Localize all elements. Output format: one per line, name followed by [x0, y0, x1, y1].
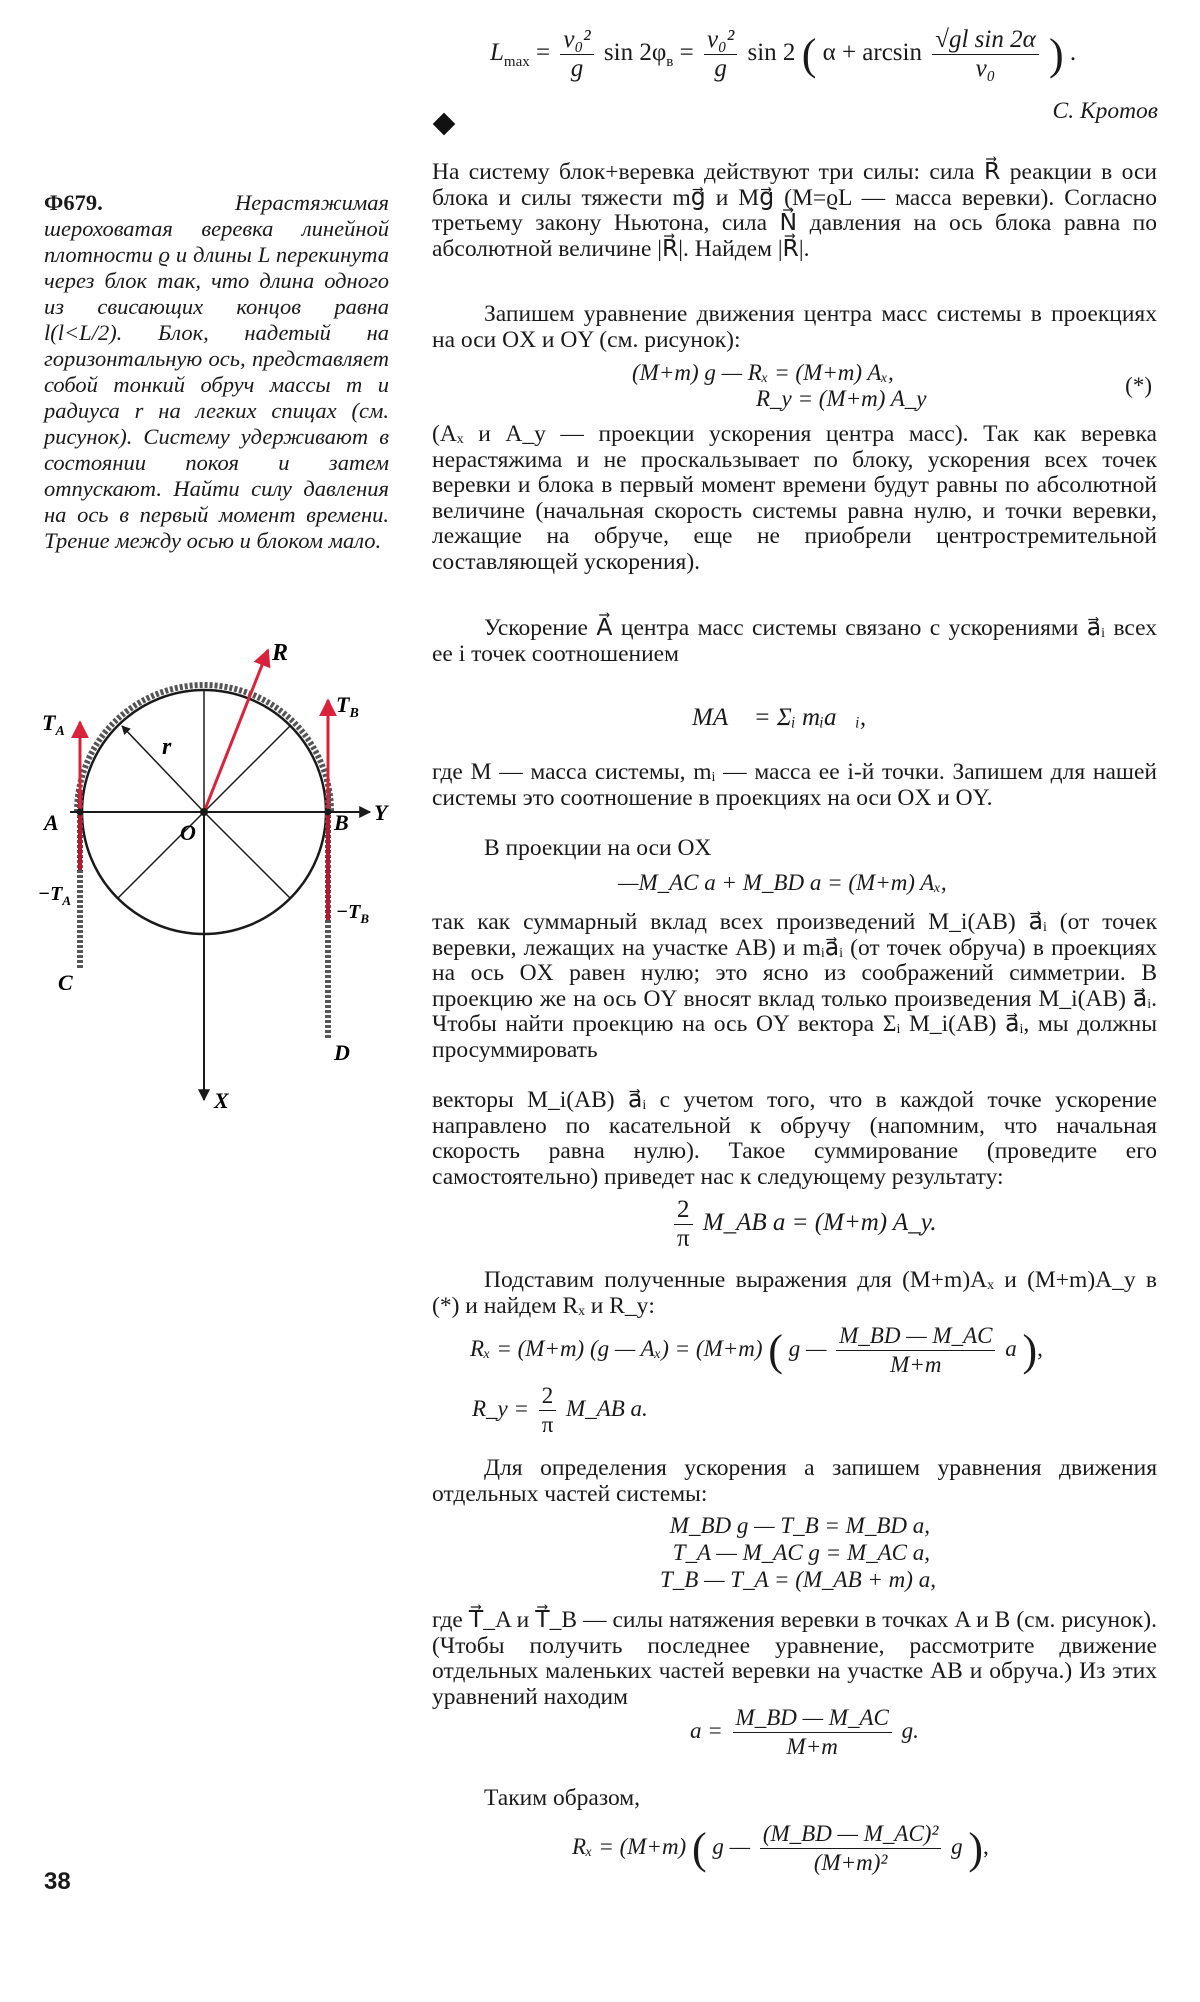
solution-paragraph-9: Подставим полученные выражения для (M+m)Aₓ и (M+m)A_y в (*) и найдем Rₓ и R_y: — [432, 1267, 1157, 1319]
problem-statement — [44, 190, 389, 554]
force-R — [204, 650, 268, 812]
label-r: r — [162, 734, 172, 760]
solution-paragraph-7: так как суммарный вклад всех произведений M_i(AB) a⃗ᵢ (от точек веревки, лежащих на участке AB) и mᵢa⃗ᵢ (от точек обруча) в проекциях на ось OX равен нулю; это ясно из соображений симметрии. В проекцию же на ось OY вносят вклад только произведения M_i(AB) a⃗ᵢ. Чтобы найти проекцию на ось OY вектора Σᵢ M_i(AB) a⃗ᵢ, мы должны просуммировать — [432, 909, 1157, 1063]
lmax-formula: $L_{max}$ = $\frac{\text{v₀²}}{g}$ $\sin 2\varphi_в$ = $\frac{\text{v₀²}}{g}$ sin 2 ( α + arcsin $\frac{\text{√gl sin 2α}}{\text{v₀}}$ ) . — [490, 26, 1077, 82]
label-R: R — [272, 640, 289, 666]
solution-paragraph-4: Ускорение A⃗ центра масс системы связано с ускорениями a⃗ᵢ всех ее i точек соотношением — [432, 615, 1157, 667]
point-A — [77, 809, 84, 816]
equation-2: MA⃗ = Σᵢ mᵢa⃗ᵢ, — [692, 704, 867, 731]
label-TA: $T_A$ — [42, 710, 65, 739]
problem-text: Нерастяжимая шероховатая веревка линейной плотности ϱ и длины L перекинута через блок так, что длина одного из свисающих концов равна l(l<L/2). Блок, надетый на горизонтальную ось, представляет собой тонкий обруч массы m и радиуса r на легких спицах (см. рисунок). Систему удерживают в состоянии покоя и затем отпускают. Найти силу давления на ось в первый момент времени. Трение между осью и блоком мало. — [44, 190, 389, 553]
equation-7: M_BD g — T_B = M_BD a, T_A — M_AC g = M_AC a, T_B — T_A = (M_AB + m) a, — [660, 1513, 936, 1592]
label-X: X — [214, 1088, 229, 1113]
diamond-marker — [433, 113, 456, 136]
equation-4: $\frac{2}{\pi}$ M_AB a = (M+m) A_y. — [670, 1196, 937, 1253]
equation-3: —M_AC a + M_BD a = (M+m) Aₓ, — [618, 870, 947, 895]
solution-paragraph-3: (Aₓ и A_y — проекции ускорения центра масс). Так как веревка нерастяжима и не проскальзывает по блоку, ускорения всех точек веревки и блока в первый момент времени будут равны по абсолютной величине (начальная скорость системы равна нулю, и точки веревки, лежащие на обруче, еще не приобрели центростремительной составляющей ускорения). — [432, 421, 1157, 575]
solution-paragraph-10: Для определения ускорения a запишем уравнения движения отдельных частей системы: — [432, 1455, 1157, 1507]
solution-paragraph-8: векторы M_i(AB) a⃗ᵢ с учетом того, что в каждой точке ускорение направлено по касательной к обручу (напомним, что начальная скорость равна нулю). Такое суммирование (проведите его самостоятельно) приведет нас к следующему результату: — [432, 1087, 1157, 1190]
pulley-figure — [30, 630, 390, 1120]
solution-paragraph-11: где T⃗_A и T⃗_B — силы натяжения веревки в точках A и B (см. рисунок). (Чтобы получить последнее уравнение, рассмотрите движение отдельных маленьких частей веревки на участке AB и обруча.) Из этих уравнений находим — [432, 1607, 1157, 1710]
equation-1-number: (*) — [1125, 373, 1152, 398]
label-A: A — [44, 810, 59, 835]
spoke — [204, 726, 290, 812]
label-minusTA: $-T_A$ — [38, 883, 72, 908]
equation-5: Rₓ = (M+m) (g — Aₓ) = (M+m) ( g — $\frac{M\_BD — M\_AC}{M+m}$ a ), — [470, 1323, 1043, 1377]
solution-paragraph-2: Запишем уравнение движения центра масс системы в проекциях на оси OX и OY (см. рисунок): — [432, 301, 1157, 353]
equation-6: R_y = $\frac{2}{\pi}$ M_AB a. — [472, 1383, 648, 1437]
label-B: B — [334, 810, 349, 835]
point-O — [200, 808, 208, 816]
equation-1: (M+m) g — Rₓ = (M+m) Aₓ, R_y = (M+m) A_y — [632, 360, 927, 411]
solution-paragraph-1: На систему блок+веревка действуют три силы: сила R⃗ реакции в оси блока и силы тяжести mg⃗ и Mg⃗ (M=ϱL — масса веревки). Согласно третьему закону Ньютона, сила N⃗ давления на ось блока равна по абсолютной величине |R⃗|. Найдем |R⃗|. — [432, 159, 1157, 262]
label-D: D — [334, 1040, 350, 1065]
spoke — [204, 812, 290, 898]
label-TB: $T_B$ — [336, 692, 359, 721]
label-Y: Y — [374, 800, 388, 825]
author: С. Кротов — [1052, 98, 1158, 124]
solution-paragraph-5: где M — масса системы, mᵢ — масса ее i-й точки. Запишем для нашей системы это соотношение в проекциях на оси OX и OY. — [432, 759, 1157, 811]
label-minusTB: $-T_B$ — [336, 901, 370, 926]
problem-number: Ф679. — [44, 190, 103, 215]
equation-9: Rₓ = (M+m) ( g — $\frac{\text{(M\_BD — M\_AC)²}}{\text{(M+m)²}}$ g ), — [572, 1821, 989, 1875]
solution-paragraph-12: Таким образом, — [484, 1785, 641, 1811]
label-O: O — [180, 820, 196, 845]
page-number: 38 — [44, 1868, 71, 1895]
equation-8: a = $\frac{M\_BD — M\_AC}{M+m}$ g. — [690, 1705, 919, 1759]
point-B — [325, 809, 332, 816]
label-C: C — [58, 970, 73, 995]
solution-paragraph-6: В проекции на оси OX — [484, 835, 712, 861]
